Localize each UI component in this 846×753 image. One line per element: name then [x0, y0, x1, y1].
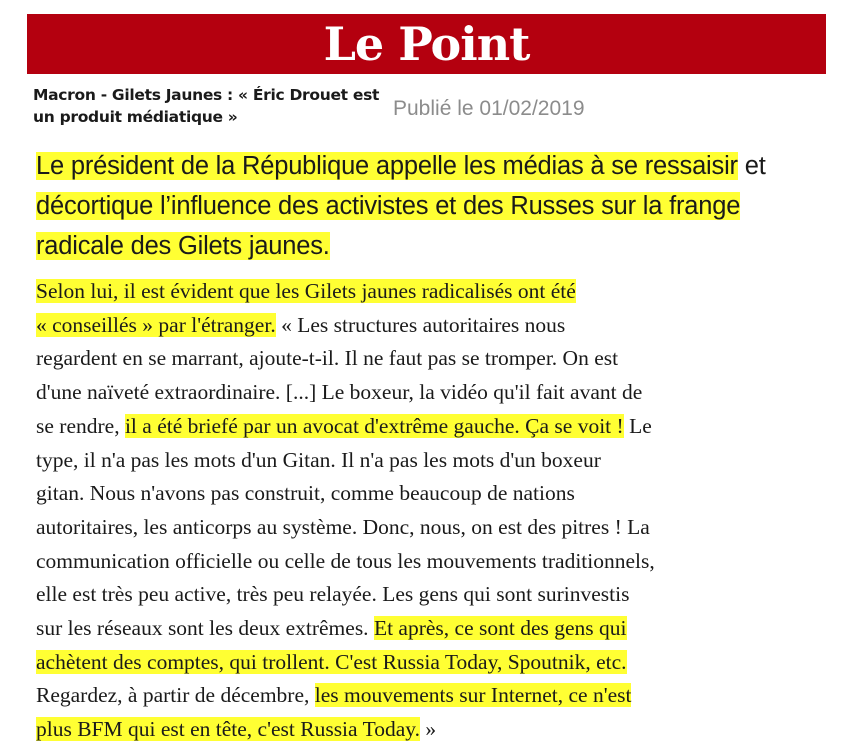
body-line: type, il n'a pas les mots d'un Gitan. Il n'a pas les mots d'un boxeur	[36, 447, 601, 472]
highlighted-text: Et après, ce sont des gens qui	[373, 616, 627, 641]
le-point-logo[interactable]: Le Point	[323, 17, 530, 71]
highlighted-text: achètent des comptes, qui trollent. C'est Russia Today, Spoutnik, etc.	[36, 649, 627, 674]
body-line	[36, 679, 836, 713]
body-text: sur les réseaux sont les deux extrêmes.	[36, 616, 374, 641]
lede-text: et	[737, 152, 766, 180]
body-text: Regardez, à partir de décembre,	[36, 683, 315, 708]
highlighted-text: décortique l’influence des activistes et des Russes sur la frange	[36, 192, 741, 220]
body-line	[36, 275, 836, 309]
body-line	[36, 309, 836, 343]
article-header	[33, 84, 823, 134]
body-text: « Les structures autoritaires nous	[275, 312, 566, 337]
highlighted-text: il a été briefé par un avocat d'extrême gauche. Ça se voit !	[124, 413, 624, 438]
highlighted-text: radicale des Gilets jaunes.	[36, 232, 330, 260]
body-line	[36, 612, 836, 646]
body-text: »	[419, 717, 437, 742]
body-line: regardent en se marrant, ajoute-t-il. Il ne faut pas se tromper. On est	[36, 346, 619, 371]
lede-line	[36, 186, 836, 226]
masthead-banner	[27, 14, 826, 74]
publication-date: Publié le 01/02/2019	[393, 97, 585, 120]
highlighted-text: Selon lui, il est évident que les Gilets jaunes radicalisés ont été	[36, 279, 576, 303]
body-line	[36, 410, 836, 444]
article-title[interactable]: Macron - Gilets Jaunes : « Éric Drouet est un produit médiatique »	[33, 86, 380, 126]
body-line: elle est très peu active, très peu relayée. Les gens qui sont surinvestis	[36, 582, 630, 607]
body-line	[36, 646, 836, 680]
lede-line	[36, 226, 836, 266]
highlighted-text: « conseillés » par l'étranger.	[36, 312, 276, 337]
article-lede	[36, 146, 836, 266]
body-line: d'une naïveté extraordinaire. [...] Le boxeur, la vidéo qu'il fait avant de	[36, 380, 643, 405]
body-line: autoritaires, les anticorps au système. Donc, nous, on est des pitres ! La	[36, 514, 650, 539]
article-body	[36, 275, 836, 747]
body-line: gitan. Nous n'avons pas construit, comme beaucoup de nations	[36, 481, 575, 506]
highlighted-text: plus BFM qui est en tête, c'est Russia Today.	[36, 717, 420, 742]
body-line: communication officielle ou celle de tous les mouvements traditionnels,	[36, 548, 655, 573]
body-text: se rendre,	[36, 413, 125, 438]
highlighted-text: Le président de la République appelle les médias à se ressaisir	[36, 152, 738, 180]
body-line	[36, 713, 836, 747]
highlighted-text: les mouvements sur Internet, ce n'est	[314, 683, 632, 708]
lede-line	[36, 146, 836, 186]
body-text: Le	[623, 413, 652, 438]
